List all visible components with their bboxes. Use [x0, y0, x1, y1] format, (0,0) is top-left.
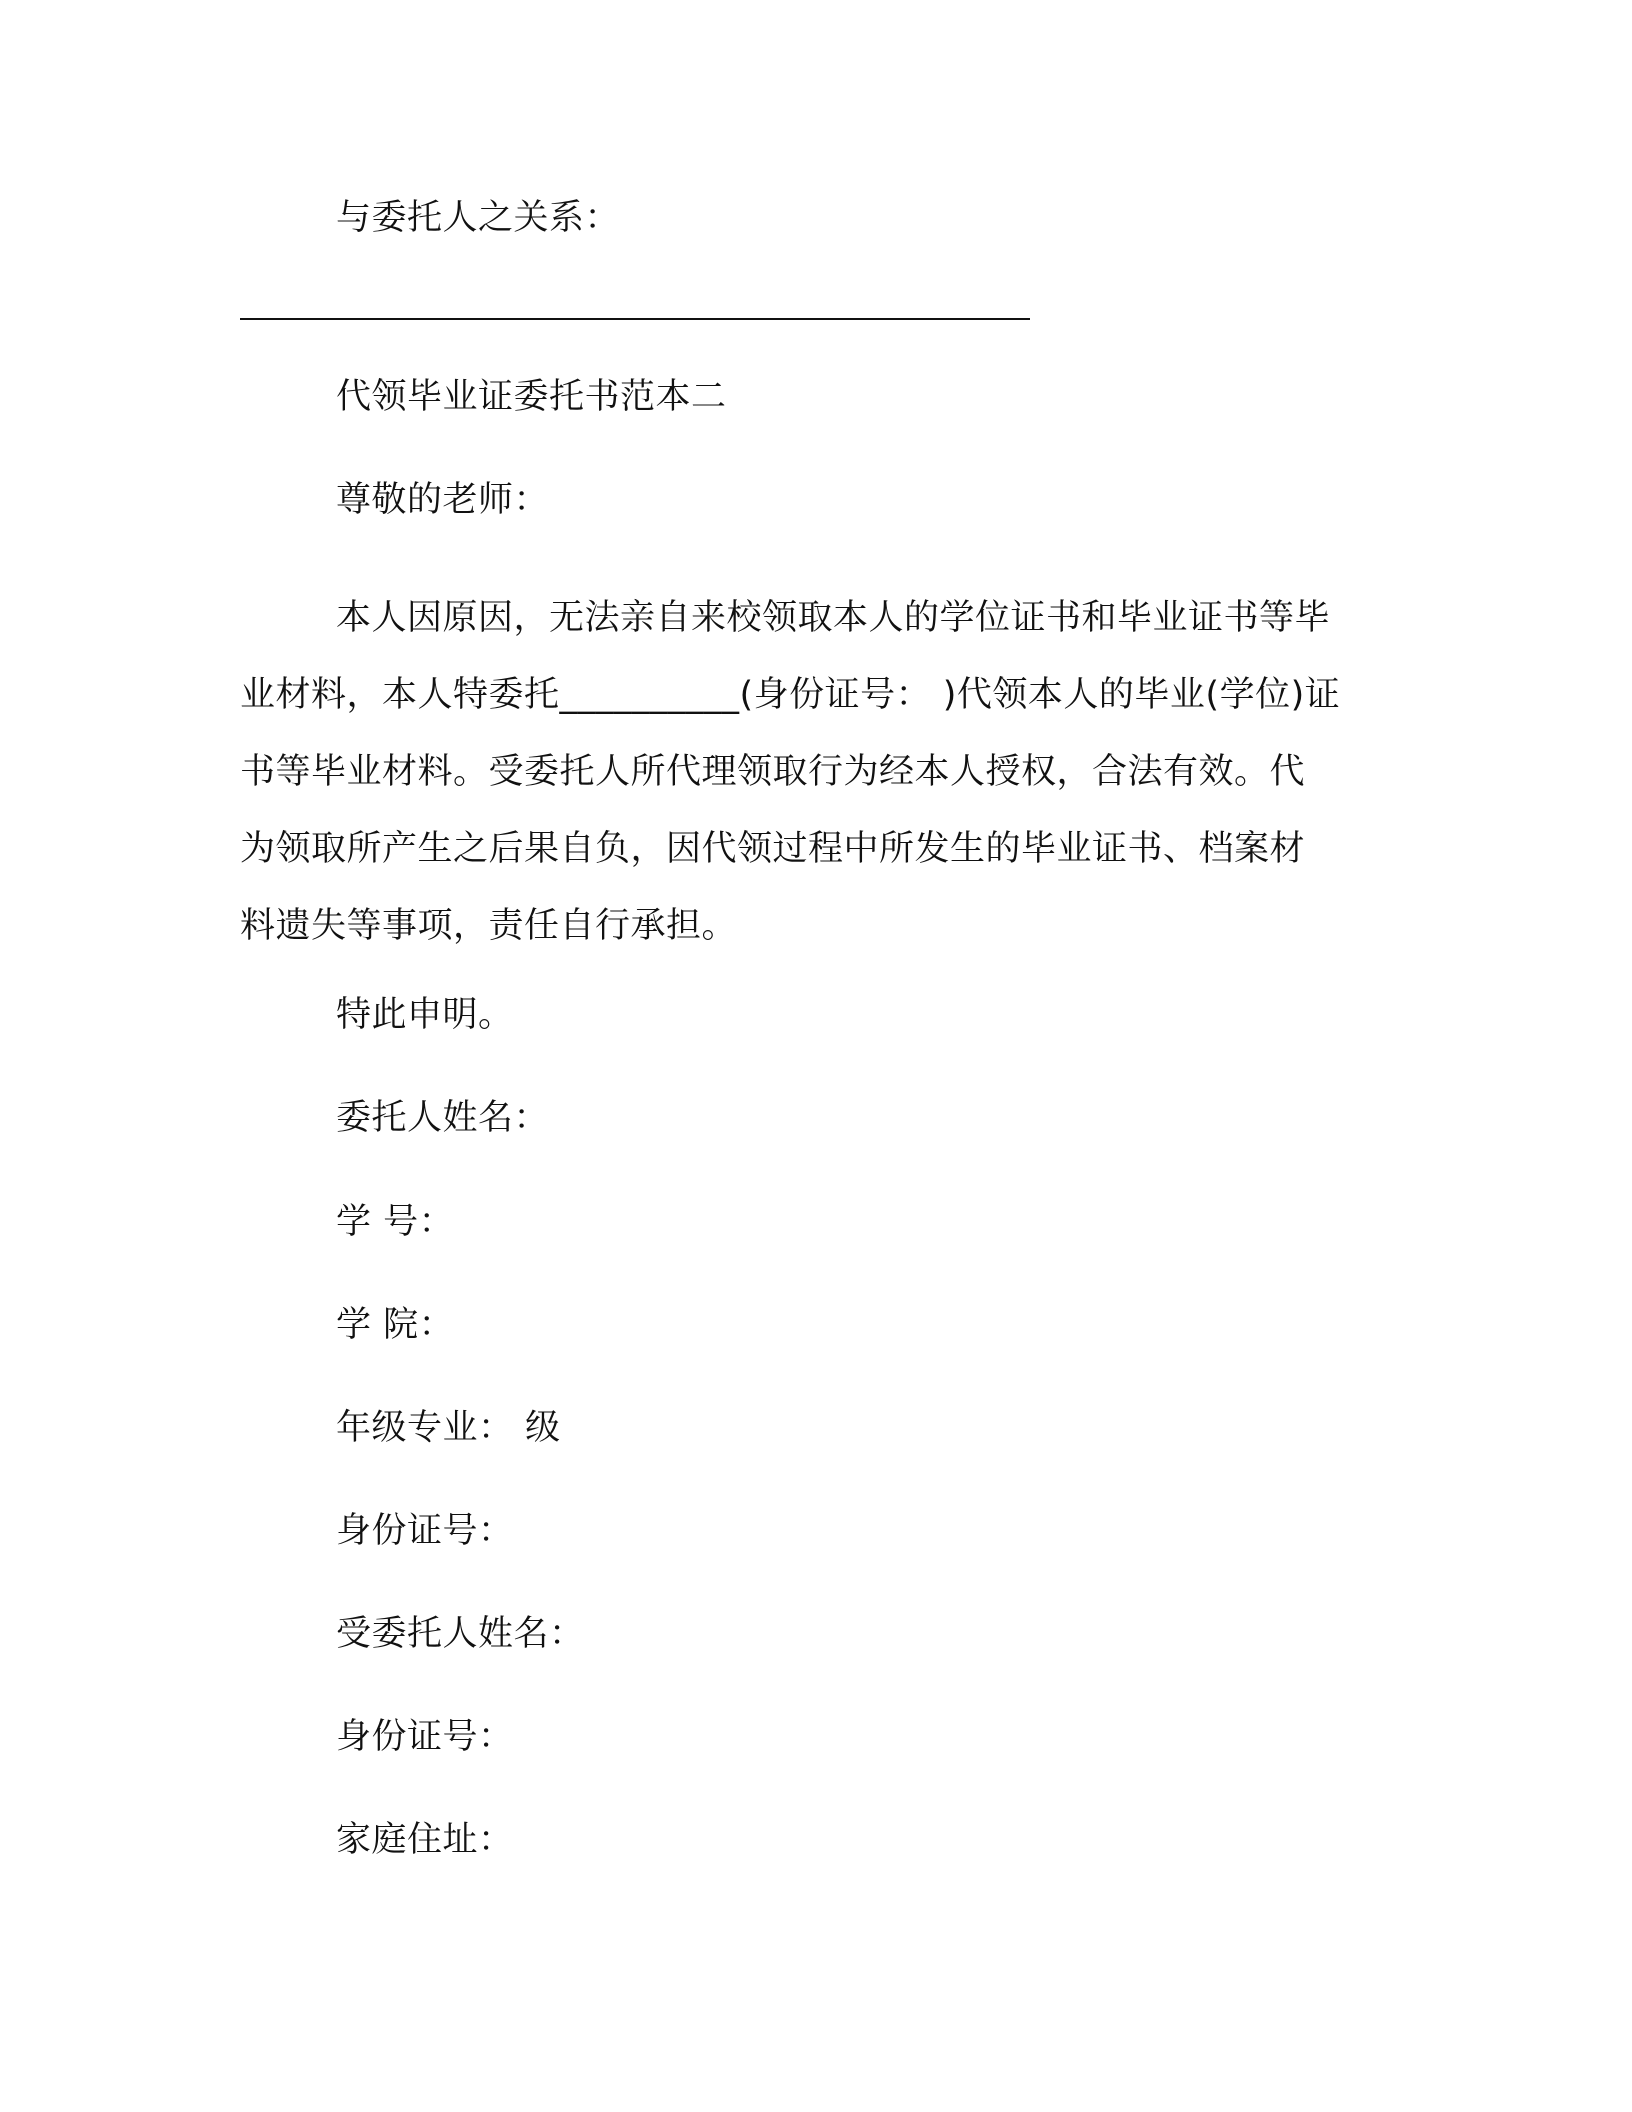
salutation: 尊敬的老师： — [336, 480, 550, 520]
field-student-id: 学 号： — [336, 1202, 455, 1242]
body-paragraph — [240, 580, 1400, 965]
section-title: 代领毕业证委托书范本二 — [336, 377, 727, 417]
field-client-name: 委托人姓名： — [336, 1098, 550, 1138]
field-client-id-number: 身份证号： — [336, 1511, 514, 1551]
field-trustee-id-number: 身份证号： — [336, 1717, 514, 1757]
closing-statement: 特此申明。 — [336, 995, 514, 1035]
field-trustee-name: 受委托人姓名： — [336, 1614, 585, 1654]
body-line: 料遗失等事项，责任自行承担。 — [240, 906, 738, 946]
field-college: 学 院： — [336, 1305, 455, 1345]
body-line: 书等毕业材料。受委托人所代理领取行为经本人授权，合法有效。代 — [240, 752, 1306, 792]
body-line: 业材料，本人特委托__________(身份证号： )代领本人的毕业(学位)证 — [240, 675, 1341, 715]
body-line: 本人因原因，无法亲自来校领取本人的学位证书和毕业证书等毕 — [336, 598, 1331, 638]
field-grade-major: 年级专业： 级 — [336, 1408, 561, 1448]
relation-label: 与委托人之关系： — [336, 198, 621, 238]
field-home-address: 家庭住址： — [336, 1820, 514, 1860]
separator-line — [240, 318, 1030, 320]
body-line: 为领取所产生之后果自负，因代领过程中所发生的毕业证书、档案材 — [240, 829, 1306, 869]
